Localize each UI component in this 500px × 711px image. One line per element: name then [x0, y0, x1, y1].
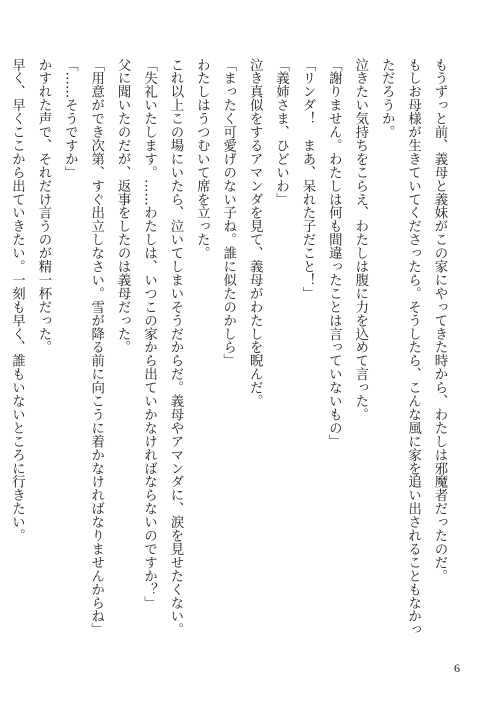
text-line: もうずっと前、義母と義妹がこの家にやってきた時から、わたしは邪魔者だったのだ。	[432, 58, 447, 583]
text-line: 「義姉さま、ひどいわ」	[273, 58, 289, 206]
text-line: 「用意ができ次第、すぐ出立しなさい。雪が降る前に向こうに着かなければなりませんからね」	[88, 58, 104, 637]
text-line: これ以上この場にいたら、泣いてしまいそうだからだ。義母やアマンダに、涙を見せたくない。	[167, 58, 183, 637]
text-line: 「まったく可愛げのない子ね。誰に似たのかしら」	[220, 58, 236, 368]
text-line: 早く、早くここから出ていきたい。一刻も早く、誰もいないところに行きたい。	[9, 58, 25, 543]
page-number: 6	[454, 661, 460, 675]
text-line: 「失礼いたします。……わたしは、いつこの家から出ていかなければならないのですか？」	[141, 58, 157, 610]
text-line: 父に聞いたのだが、返事をしたのは義母だった。	[115, 58, 131, 354]
text-line: わたしはうつむいて席を立った。	[194, 58, 210, 260]
text-line: 「……そうですか」	[62, 58, 78, 180]
text-line: ただろうか。	[379, 58, 395, 139]
text-line: 泣きたい気持ちをこらえ、わたしは腹に力を込めて言った。	[352, 58, 368, 422]
text-line: かすれた声で、それだけ言うのが精一杯だった。	[35, 58, 51, 354]
body-text	[0, 58, 452, 637]
text-line: 「謝りません。わたしは何も間違ったことは言っていないもの」	[326, 58, 342, 449]
text-line: 泣き真似をするアマンダを見て、義母がわたしを睨んだ。	[247, 58, 263, 408]
text-line: もしお母様が生きていてくださったら。そうしたら、こんな風に家を追い出されることもなかっ	[405, 58, 421, 637]
text-line: 「リンダ！ まあ、呆れた子だこと！」	[299, 58, 315, 301]
